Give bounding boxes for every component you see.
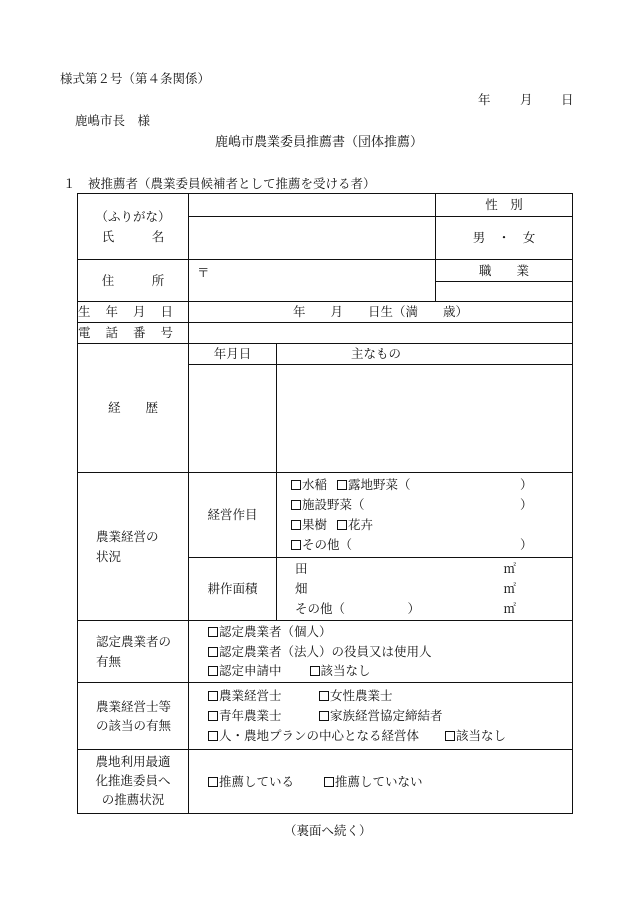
birthdate-row <box>78 302 573 323</box>
qualified-options: 農業経営士 女性農業士 青年農業士 家族経営協定締結者 人・農地プランの中心となる経営体 該当なし <box>189 683 573 750</box>
occupation-input[interactable] <box>436 282 573 302</box>
name-label-cell <box>78 194 189 260</box>
phone-row <box>78 323 573 344</box>
form-number: 様式第２号（第４条関係） <box>60 71 211 86</box>
area-row-paddy: 田 ㎡ <box>295 560 516 576</box>
name-row-top <box>78 194 573 217</box>
certified-label: 認定農業者の 有無 <box>78 621 189 683</box>
checkbox[interactable] <box>291 480 301 490</box>
checkbox[interactable] <box>319 711 329 721</box>
checkbox[interactable] <box>291 520 301 530</box>
document-title: 鹿嶋市農業委員推薦書（団体推薦） <box>215 135 424 150</box>
postal-mark: 〒 <box>197 265 210 280</box>
promotion-row <box>78 750 573 814</box>
qualified-row <box>78 683 573 750</box>
career-row-header <box>78 344 573 365</box>
crop-line-1: 水稲 露地野菜（ ） <box>291 475 572 495</box>
checkbox[interactable] <box>310 666 320 676</box>
address-label: 住 所 <box>78 260 189 302</box>
address-row-top <box>78 260 573 282</box>
checkbox[interactable] <box>208 647 218 657</box>
phone-label: 電話番号 <box>78 323 189 344</box>
qualified-label: 農業経営士等 の該当の有無 <box>78 683 189 750</box>
sex-options[interactable]: 男 ・ 女 <box>436 217 573 260</box>
crops-options <box>277 473 573 558</box>
area-label: 耕作面積 <box>189 558 277 621</box>
career-date-input[interactable] <box>189 365 277 473</box>
nomination-form-table <box>77 193 573 814</box>
checkbox[interactable] <box>208 711 218 721</box>
certified-row <box>78 621 573 683</box>
checkbox[interactable] <box>208 777 218 787</box>
area-row-field: 畑 ㎡ <box>295 580 516 596</box>
crop-line-2: 施設野菜（ ） <box>291 495 572 515</box>
area-values <box>277 558 573 621</box>
crop-line-4: その他（ ） <box>291 535 572 555</box>
addressee: 鹿嶋市長 様 <box>75 113 151 128</box>
checkbox[interactable] <box>319 691 329 701</box>
date-year-label: 年 <box>478 92 491 107</box>
promotion-label: 農地利用最適 化推進委員へ の推薦状況 <box>78 750 189 814</box>
furigana-input[interactable] <box>189 194 436 217</box>
checkbox[interactable] <box>324 777 334 787</box>
birthdate-label: 生年月日 <box>78 302 189 323</box>
certified-options: 認定農業者（個人） 認定農業者（法人）の役員又は使用人 認定申請中 該当なし <box>189 621 573 683</box>
checkbox[interactable] <box>291 540 301 550</box>
crop-line-3: 果樹 花卉 <box>291 515 572 535</box>
date-month-label: 月 <box>520 92 533 107</box>
checkbox[interactable] <box>291 500 301 510</box>
occupation-label: 職 業 <box>436 260 573 282</box>
career-label: 経 歴 <box>78 344 189 473</box>
section1-heading: １ 被推薦者（農業委員候補者として推薦を受ける者） <box>63 176 376 191</box>
furigana-label: （ふりがな） <box>95 209 171 225</box>
address-input[interactable] <box>189 260 436 302</box>
date-day-label: 日 <box>561 92 574 107</box>
crops-label: 経営作目 <box>189 473 277 558</box>
name-label: 氏 名 <box>101 228 165 244</box>
birthdate-input[interactable]: 年 月 日生（満 歳） <box>189 302 573 323</box>
career-col-date: 年月日 <box>189 344 277 365</box>
area-row-other: その他（ ） ㎡ <box>295 601 516 617</box>
checkbox[interactable] <box>337 520 347 530</box>
checkbox[interactable] <box>208 627 218 637</box>
sex-label: 性 別 <box>436 194 573 217</box>
checkbox[interactable] <box>208 666 218 676</box>
continued-note: （裏面へ続く） <box>284 823 372 838</box>
promotion-options: 推薦している 推薦していない <box>189 750 573 814</box>
checkbox[interactable] <box>208 691 218 701</box>
career-main-input[interactable] <box>277 365 573 473</box>
phone-input[interactable] <box>189 323 573 344</box>
career-col-main: 主なもの <box>277 344 573 365</box>
farming-label: 農業経営の 状況 <box>78 473 189 621</box>
farming-crops-row <box>78 473 573 558</box>
checkbox[interactable] <box>337 480 347 490</box>
checkbox[interactable] <box>208 731 218 741</box>
checkbox[interactable] <box>445 731 455 741</box>
name-input[interactable] <box>189 217 436 260</box>
